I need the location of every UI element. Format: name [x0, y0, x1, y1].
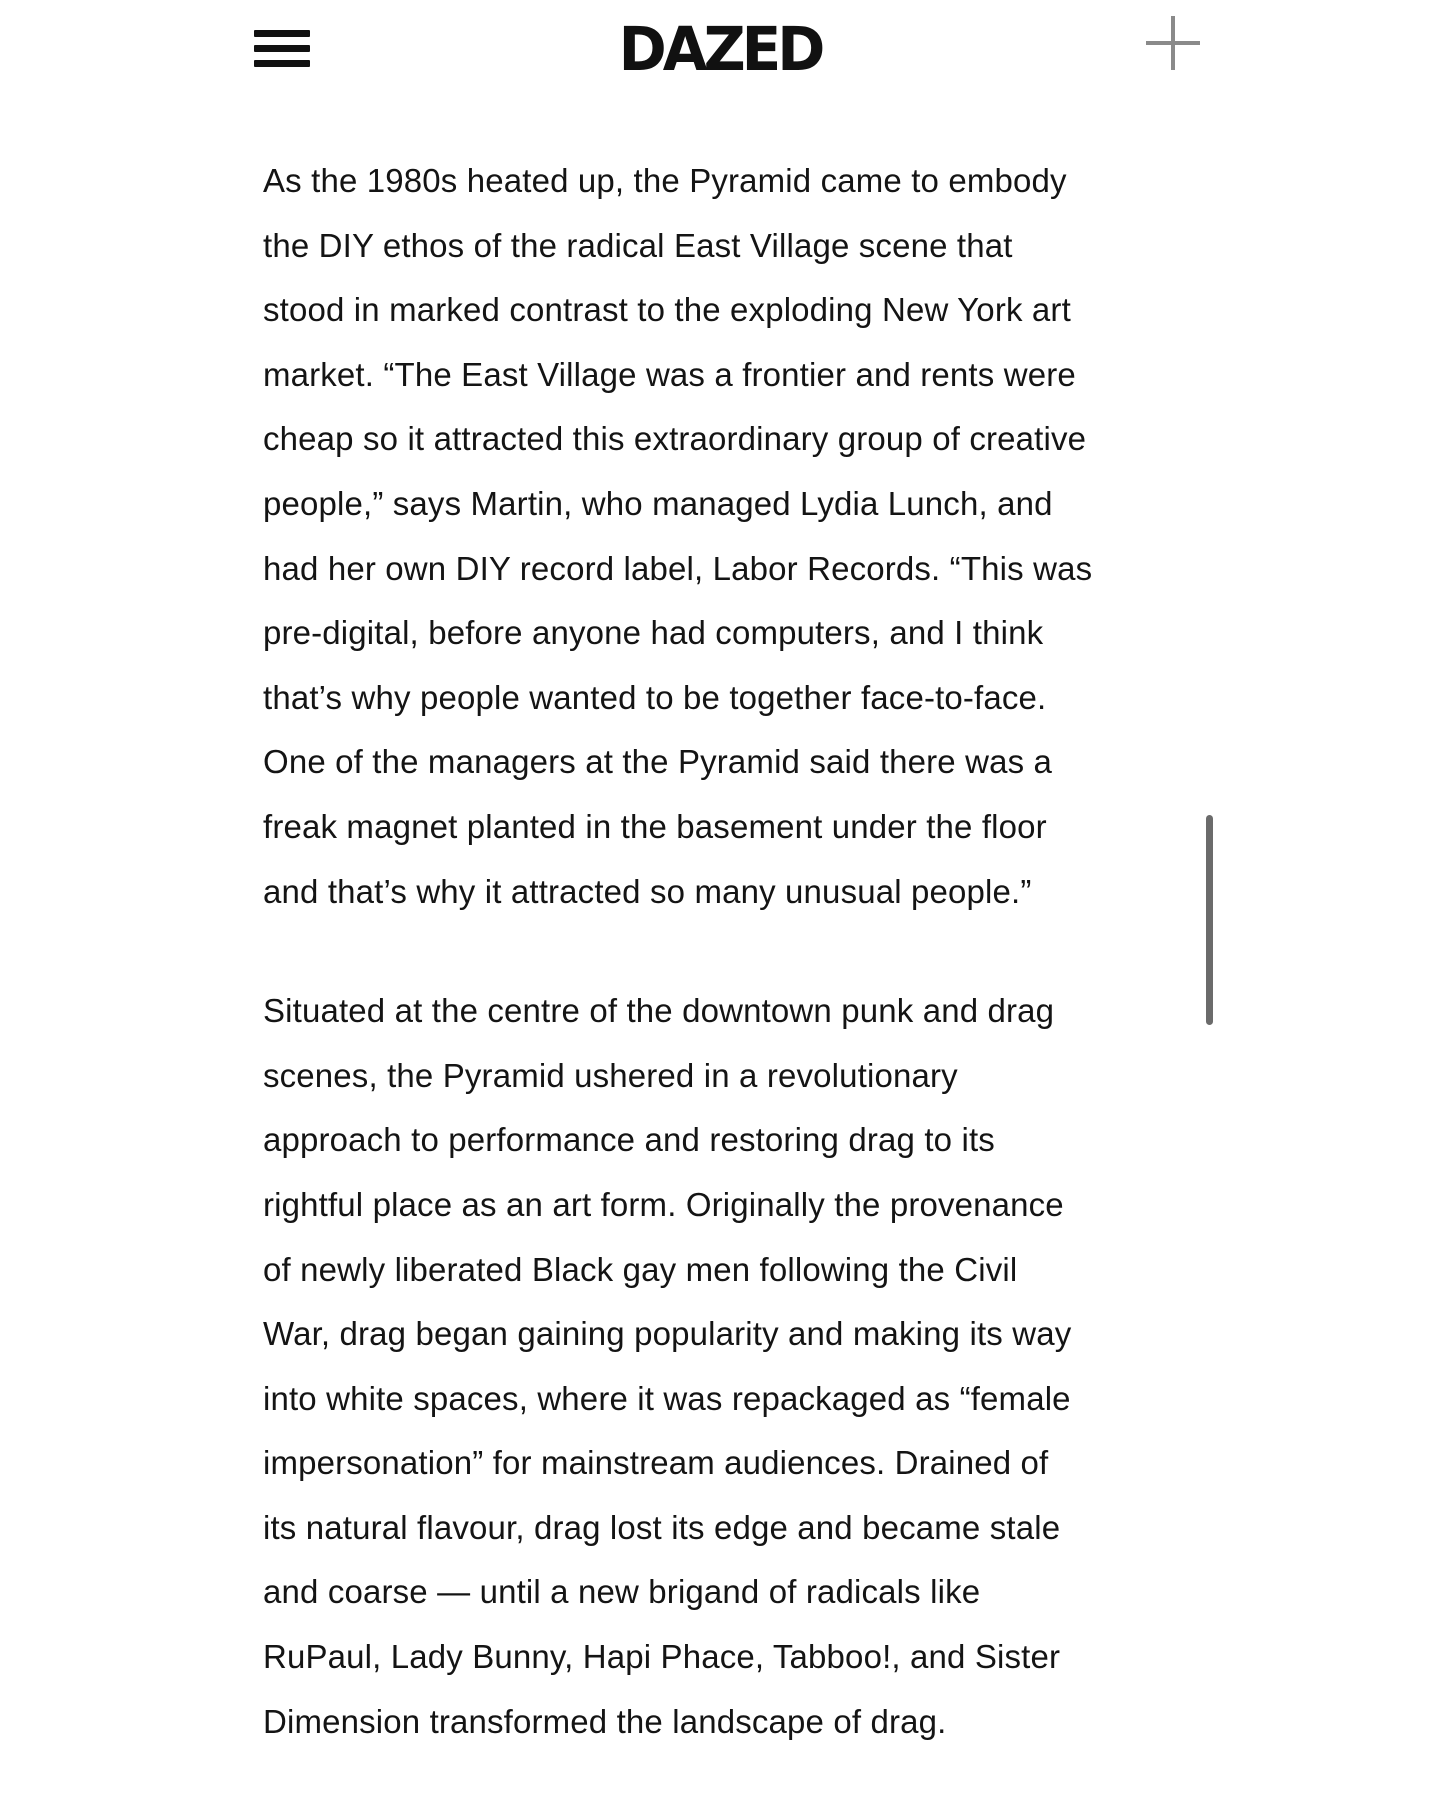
- text-line: Dimension transformed the landscape of drag.: [263, 1702, 947, 1740]
- menu-bar: [254, 45, 310, 52]
- text-line: impersonation” for mainstream audiences. Drained of: [263, 1444, 1049, 1482]
- plus-icon[interactable]: [1146, 16, 1200, 70]
- text-line: the DIY ethos of the radical East Village scene that: [263, 226, 1013, 264]
- text-line: War, drag began gaining popularity and making its way: [263, 1315, 1072, 1353]
- text-line: and that’s why it attracted so many unusual people.”: [263, 872, 1032, 910]
- text-line: that’s why people wanted to be together face-to-face.: [263, 678, 1047, 716]
- site-logo[interactable]: DAZED: [618, 13, 822, 85]
- text-line: freak magnet planted in the basement under the floor: [263, 807, 1047, 845]
- text-line: into white spaces, where it was repackaged as “female: [263, 1379, 1071, 1417]
- text-line: its natural flavour, drag lost its edge and became stale: [263, 1508, 1061, 1546]
- text-line: As the 1980s heated up, the Pyramid came to embody: [263, 162, 1067, 199]
- hamburger-menu-icon[interactable]: [254, 30, 310, 68]
- article-body: [263, 149, 1193, 1754]
- text-line: Situated at the centre of the downtown punk and drag: [263, 992, 1055, 1030]
- text-line: scenes, the Pyramid ushered in a revolutionary: [263, 1056, 958, 1094]
- text-line: cheap so it attracted this extraordinary group of creative: [263, 420, 1087, 458]
- text-line: One of the managers at the Pyramid said there was a: [263, 743, 1053, 781]
- text-line: and coarse — until a new brigand of radicals like: [263, 1573, 981, 1611]
- text-line: of newly liberated Black gay men following the Civil: [263, 1250, 1018, 1288]
- menu-bar: [254, 30, 310, 37]
- text-line: approach to performance and restoring drag to its: [263, 1121, 995, 1159]
- text-line: had her own DIY record label, Labor Records. “This was: [263, 549, 1093, 587]
- article-paragraph: [263, 979, 1193, 1754]
- text-line: market. “The East Village was a frontier and rents were: [263, 355, 1076, 393]
- text-line: people,” says Martin, who managed Lydia Lunch, and: [263, 484, 1053, 522]
- text-line: stood in marked contrast to the exploding New York art: [263, 291, 1071, 329]
- site-header: [0, 0, 1440, 100]
- text-line: pre-digital, before anyone had computers, and I think: [263, 614, 1044, 652]
- scrollbar-thumb[interactable]: [1206, 815, 1213, 1025]
- text-line: rightful place as an art form. Originally the provenance: [263, 1185, 1064, 1223]
- article-paragraph: [263, 149, 1193, 924]
- menu-bar: [254, 60, 310, 67]
- text-line: RuPaul, Lady Bunny, Hapi Phace, Tabboo!, and Sister: [263, 1638, 1061, 1676]
